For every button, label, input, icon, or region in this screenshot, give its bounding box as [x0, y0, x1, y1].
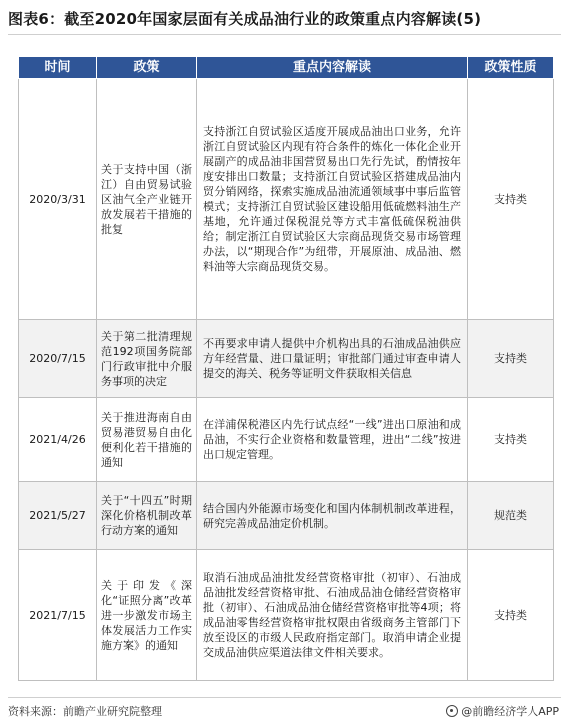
cell-policy: 关于第二批清理规范192项国务院部门行政审批中介服务事项的决定	[97, 320, 197, 398]
cell-content: 取消石油成品油批发经营资格审批（初审）、石油成品油批发经营资格审批、石油成品油仓储经营资格审批（初审）、石油成品油仓储经营资格审批等4项；将成品油零售经营资格审批权限由省级商务主管部门下放至设区的市级人民政府指定部门。取消申请企业提交成品油供应渠道法律文件相关要求。	[197, 550, 468, 681]
cell-type: 支持类	[468, 398, 554, 482]
cell-date: 2020/3/31	[19, 79, 97, 320]
cell-type: 支持类	[468, 550, 554, 681]
cell-date: 2021/4/26	[19, 398, 97, 482]
cell-content: 结合国内外能源市场变化和国内体制机制改革进程，研究完善成品油定价机制。	[197, 482, 468, 550]
column-header-policy: 政策	[97, 57, 197, 79]
page-title: 图表6：截至2020年国家层面有关成品油行业的政策重点内容解读(5)	[8, 10, 482, 28]
table-row	[19, 79, 554, 320]
cell-content: 支持浙江自贸试验区适度开展成品油出口业务，允许浙江自贸试验区内现有符合条件的炼化一体化企业开展副产的成品油非国营贸易出口先行先试，酌情按年度安排出口数量；支持浙江自贸试验区搭建成品油内贸分销网络，探索实施成品油流通领域事中事后监管模式；支持浙江自贸试验区建设船用低硫燃料油生产基地，允许通过保税混兑等方式丰富低硫保税油供给；制定浙江自贸试验区大宗商品现货交易市场管理办法，以“期现合作”为纽带，开展原油、成品油、燃料油等大宗商品现货交易。	[197, 79, 468, 320]
cell-policy: 关于“十四五”时期深化价格机制改革行动方案的通知	[97, 482, 197, 550]
cell-date: 2021/5/27	[19, 482, 97, 550]
table-row	[19, 482, 554, 550]
footer-divider	[8, 697, 561, 698]
cell-type: 支持类	[468, 320, 554, 398]
cell-policy: 关于印发《深化“证照分离”改革进一步激发市场主体发展活力工作实施方案》的通知	[97, 550, 197, 681]
table-row	[19, 320, 554, 398]
cell-content: 在洋浦保税港区内先行试点经“一线”进出口原油和成品油，不实行企业资格和数量管理，进出“二线”按进出口规定管理。	[197, 398, 468, 482]
brand-credit	[446, 703, 559, 719]
cell-date: 2021/7/15	[19, 550, 97, 681]
table-header-row	[19, 57, 554, 79]
brand-label: @前瞻经济学人APP	[461, 705, 559, 718]
cell-content: 不再要求申请人提供中介机构出具的石油成品油供应方年经营量、进口量证明；审批部门通过审查申请人提交的海关、税务等证明文件获取相关信息	[197, 320, 468, 398]
cell-date: 2020/7/15	[19, 320, 97, 398]
table-row	[19, 550, 554, 681]
source-note: 资料来源：前瞻产业研究院整理	[8, 705, 162, 718]
cell-policy: 关于支持中国（浙江）自由贸易试验区油气全产业链开放发展若干措施的批复	[97, 79, 197, 320]
column-header-type: 政策性质	[468, 57, 554, 79]
title-divider	[8, 34, 561, 35]
policy-table	[18, 56, 554, 681]
smiley-face-icon	[446, 705, 458, 717]
table-row	[19, 398, 554, 482]
column-header-content: 重点内容解读	[197, 57, 468, 79]
column-header-date: 时间	[19, 57, 97, 79]
cell-policy: 关于推进海南自由贸易港贸易自由化便利化若干措施的通知	[97, 398, 197, 482]
cell-type: 支持类	[468, 79, 554, 320]
cell-type: 规范类	[468, 482, 554, 550]
